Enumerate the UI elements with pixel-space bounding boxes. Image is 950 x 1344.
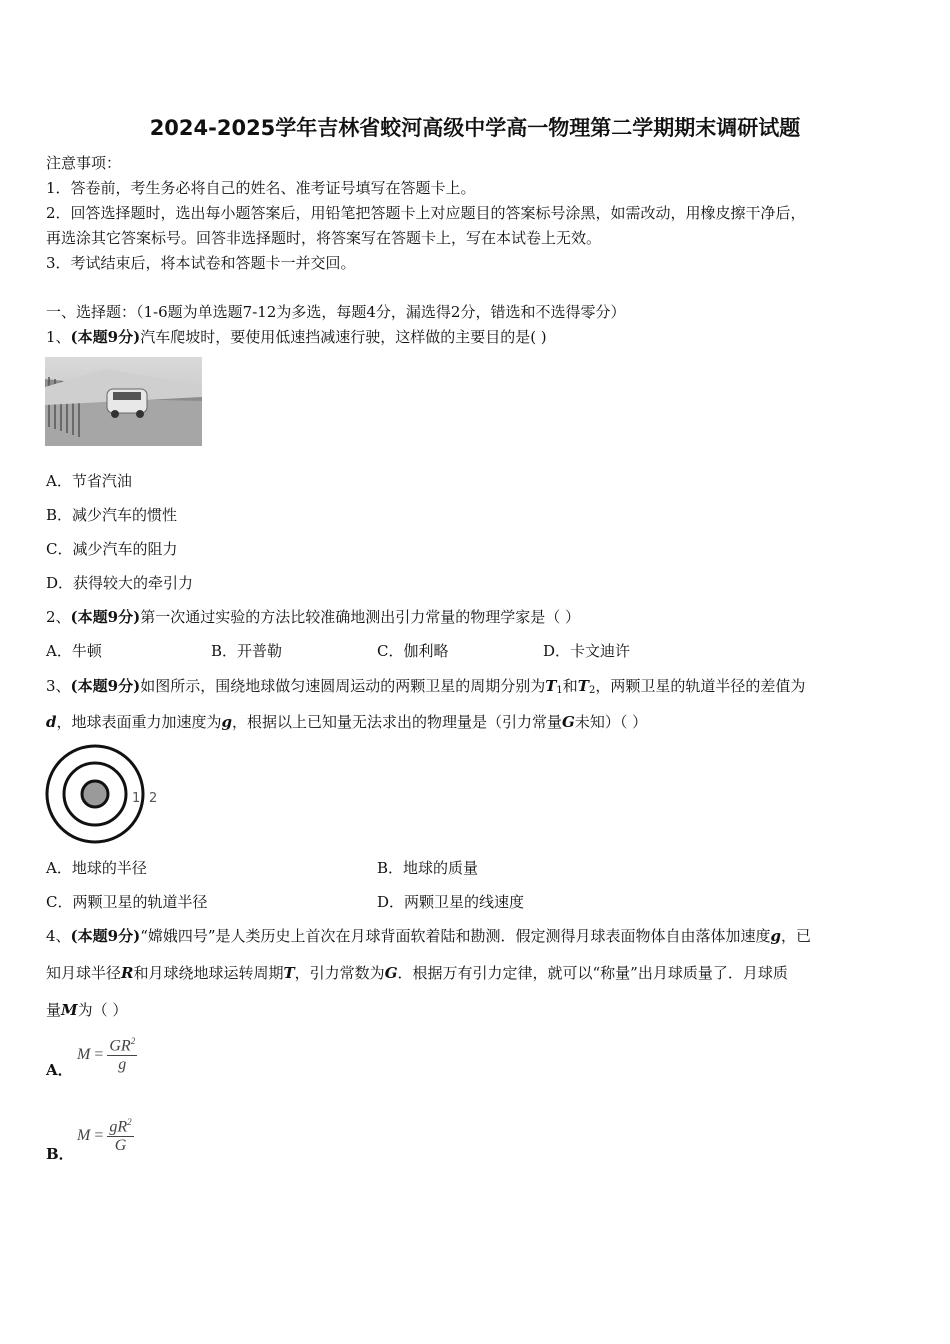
symbol-R: R xyxy=(121,964,134,982)
question-stem: “嫦娥四号”是人类历史上首次在月球背面软着陆和勘测．假定测得月球表面物体自由落体加速度 xyxy=(140,927,771,945)
option-a: A．牛顿 xyxy=(46,642,102,660)
formula-fraction xyxy=(107,1117,133,1155)
option-d: D．获得较大的牵引力 xyxy=(46,574,194,592)
symbol-G: G xyxy=(562,713,575,731)
notice-item: 再选涂其它答案标号。回答非选择题时，将答案写在答题卡上，写在本试卷上无效。 xyxy=(46,229,602,247)
symbol-M: M xyxy=(61,1001,78,1019)
section-heading: 一、选择题：（1-6题为单选题7-12为多选，每题4分，漏选得2分，错选和不选得零分） xyxy=(46,303,626,321)
question-number: 3、 xyxy=(46,677,71,695)
subscript: 2 xyxy=(588,685,596,696)
option-b: B．开普勒 xyxy=(211,642,283,660)
question-stem: 量 xyxy=(46,1001,62,1019)
question-stem: 知月球半径 xyxy=(46,964,122,982)
symbol-g: g xyxy=(770,927,782,945)
formula-numerator xyxy=(107,1117,133,1137)
page-title: 2024-2025学年吉林省蛟河高级中学高一物理第二学期期末调研试题 xyxy=(149,116,801,140)
question-stem: ，地球表面重力加速度为 xyxy=(56,713,222,731)
question-score: (本题9分) xyxy=(70,328,141,346)
question-3 xyxy=(46,675,805,696)
notice-item: 3．考试结束后，将本试卷和答题卡一并交回。 xyxy=(46,254,356,272)
option-c: C．两颗卫星的轨道半径 xyxy=(46,893,208,911)
question-2 xyxy=(46,606,580,627)
option-c: C．减少汽车的阻力 xyxy=(46,540,178,558)
formula-lhs: M xyxy=(77,1045,91,1063)
option-c: C．伽利略 xyxy=(377,642,449,660)
option-d: D．卡文迪许 xyxy=(543,642,631,660)
question-stem: ，两颗卫星的轨道半径的差值为 xyxy=(595,677,806,695)
question-4 xyxy=(46,925,811,946)
notice-item: 2．回答选择题时，选出每小题答案后，用铅笔把答题卡上对应题目的答案标号涂黑，如需改动，用橡皮擦干净后， xyxy=(46,204,806,222)
option-a-label: A． xyxy=(46,1061,73,1079)
formula-equals: = xyxy=(94,1045,104,1063)
option-a: A．节省汽油 xyxy=(46,472,132,490)
question-stem: 如图所示，围绕地球做匀速圆周运动的两颗卫星的周期分别为 xyxy=(140,677,546,695)
symbol-T2: T xyxy=(577,677,589,695)
formula-lhs: M xyxy=(77,1126,91,1144)
formula-denominator: g xyxy=(118,1056,127,1074)
formula-denominator: G xyxy=(114,1137,127,1155)
option-b: B．地球的质量 xyxy=(377,859,479,877)
car-uphill-photo xyxy=(45,357,202,446)
question-stem: ，根据以上已知量无法求出的物理量是（引力常量 xyxy=(232,713,563,731)
orbit-label-2: 2 xyxy=(149,791,158,806)
question-stem: 未知）（ ） xyxy=(574,713,648,731)
conjunction: 和 xyxy=(562,677,578,695)
question-stem: 汽车爬坡时，要使用低速挡减速行驶，这样做的主要目的是( ) xyxy=(140,328,547,346)
option-b-formula xyxy=(77,1117,134,1155)
notice-heading: 注意事项： xyxy=(46,154,122,172)
question-stem: 为（ ） xyxy=(77,1001,128,1019)
notice-item: 1．答卷前，考生务必将自己的姓名、准考证号填写在答题卡上。 xyxy=(46,179,476,197)
question-score: (本题9分) xyxy=(70,927,141,945)
earth xyxy=(82,781,108,807)
question-stem: ．根据万有引力定律，就可以“称量”出月球质量了．月球质 xyxy=(397,964,788,982)
option-b: B．减少汽车的惯性 xyxy=(46,506,178,524)
question-stem: 第一次通过实验的方法比较准确地测出引力常量的物理学家是（ ） xyxy=(140,608,580,626)
symbol-T: T xyxy=(283,964,295,982)
question-stem: ，引力常数为 xyxy=(294,964,385,982)
symbol-d: d xyxy=(46,713,57,731)
question-number: 2、 xyxy=(46,608,71,626)
numerator-text: GR xyxy=(109,1037,131,1055)
question-3-line-2 xyxy=(46,711,647,732)
numerator-text: gR xyxy=(109,1118,128,1136)
option-a-formula xyxy=(77,1036,137,1074)
formula-equals: = xyxy=(94,1126,104,1144)
formula-numerator xyxy=(107,1036,137,1056)
exponent: 2 xyxy=(127,1117,132,1127)
question-score: (本题9分) xyxy=(70,677,141,695)
option-d: D．两颗卫星的线速度 xyxy=(377,893,525,911)
option-b-label: B． xyxy=(46,1145,74,1163)
question-1 xyxy=(46,326,547,347)
question-number: 1、 xyxy=(46,328,71,346)
question-4-line-3 xyxy=(46,999,127,1020)
question-4-line-2 xyxy=(46,962,788,983)
question-stem: ，已 xyxy=(781,927,812,945)
symbol-T1: T xyxy=(545,677,557,695)
subscript: 1 xyxy=(556,685,563,696)
question-number: 4、 xyxy=(46,927,71,945)
orbit-label-1: 1 xyxy=(132,791,141,806)
symbol-g: g xyxy=(221,713,233,731)
question-score: (本题9分) xyxy=(70,608,141,626)
symbol-G: G xyxy=(384,964,398,982)
formula-fraction xyxy=(107,1036,137,1074)
exponent: 2 xyxy=(130,1036,136,1046)
question-stem: 和月球绕地球运转周期 xyxy=(133,964,284,982)
orbit-diagram xyxy=(44,744,164,844)
option-a: A．地球的半径 xyxy=(46,859,147,877)
